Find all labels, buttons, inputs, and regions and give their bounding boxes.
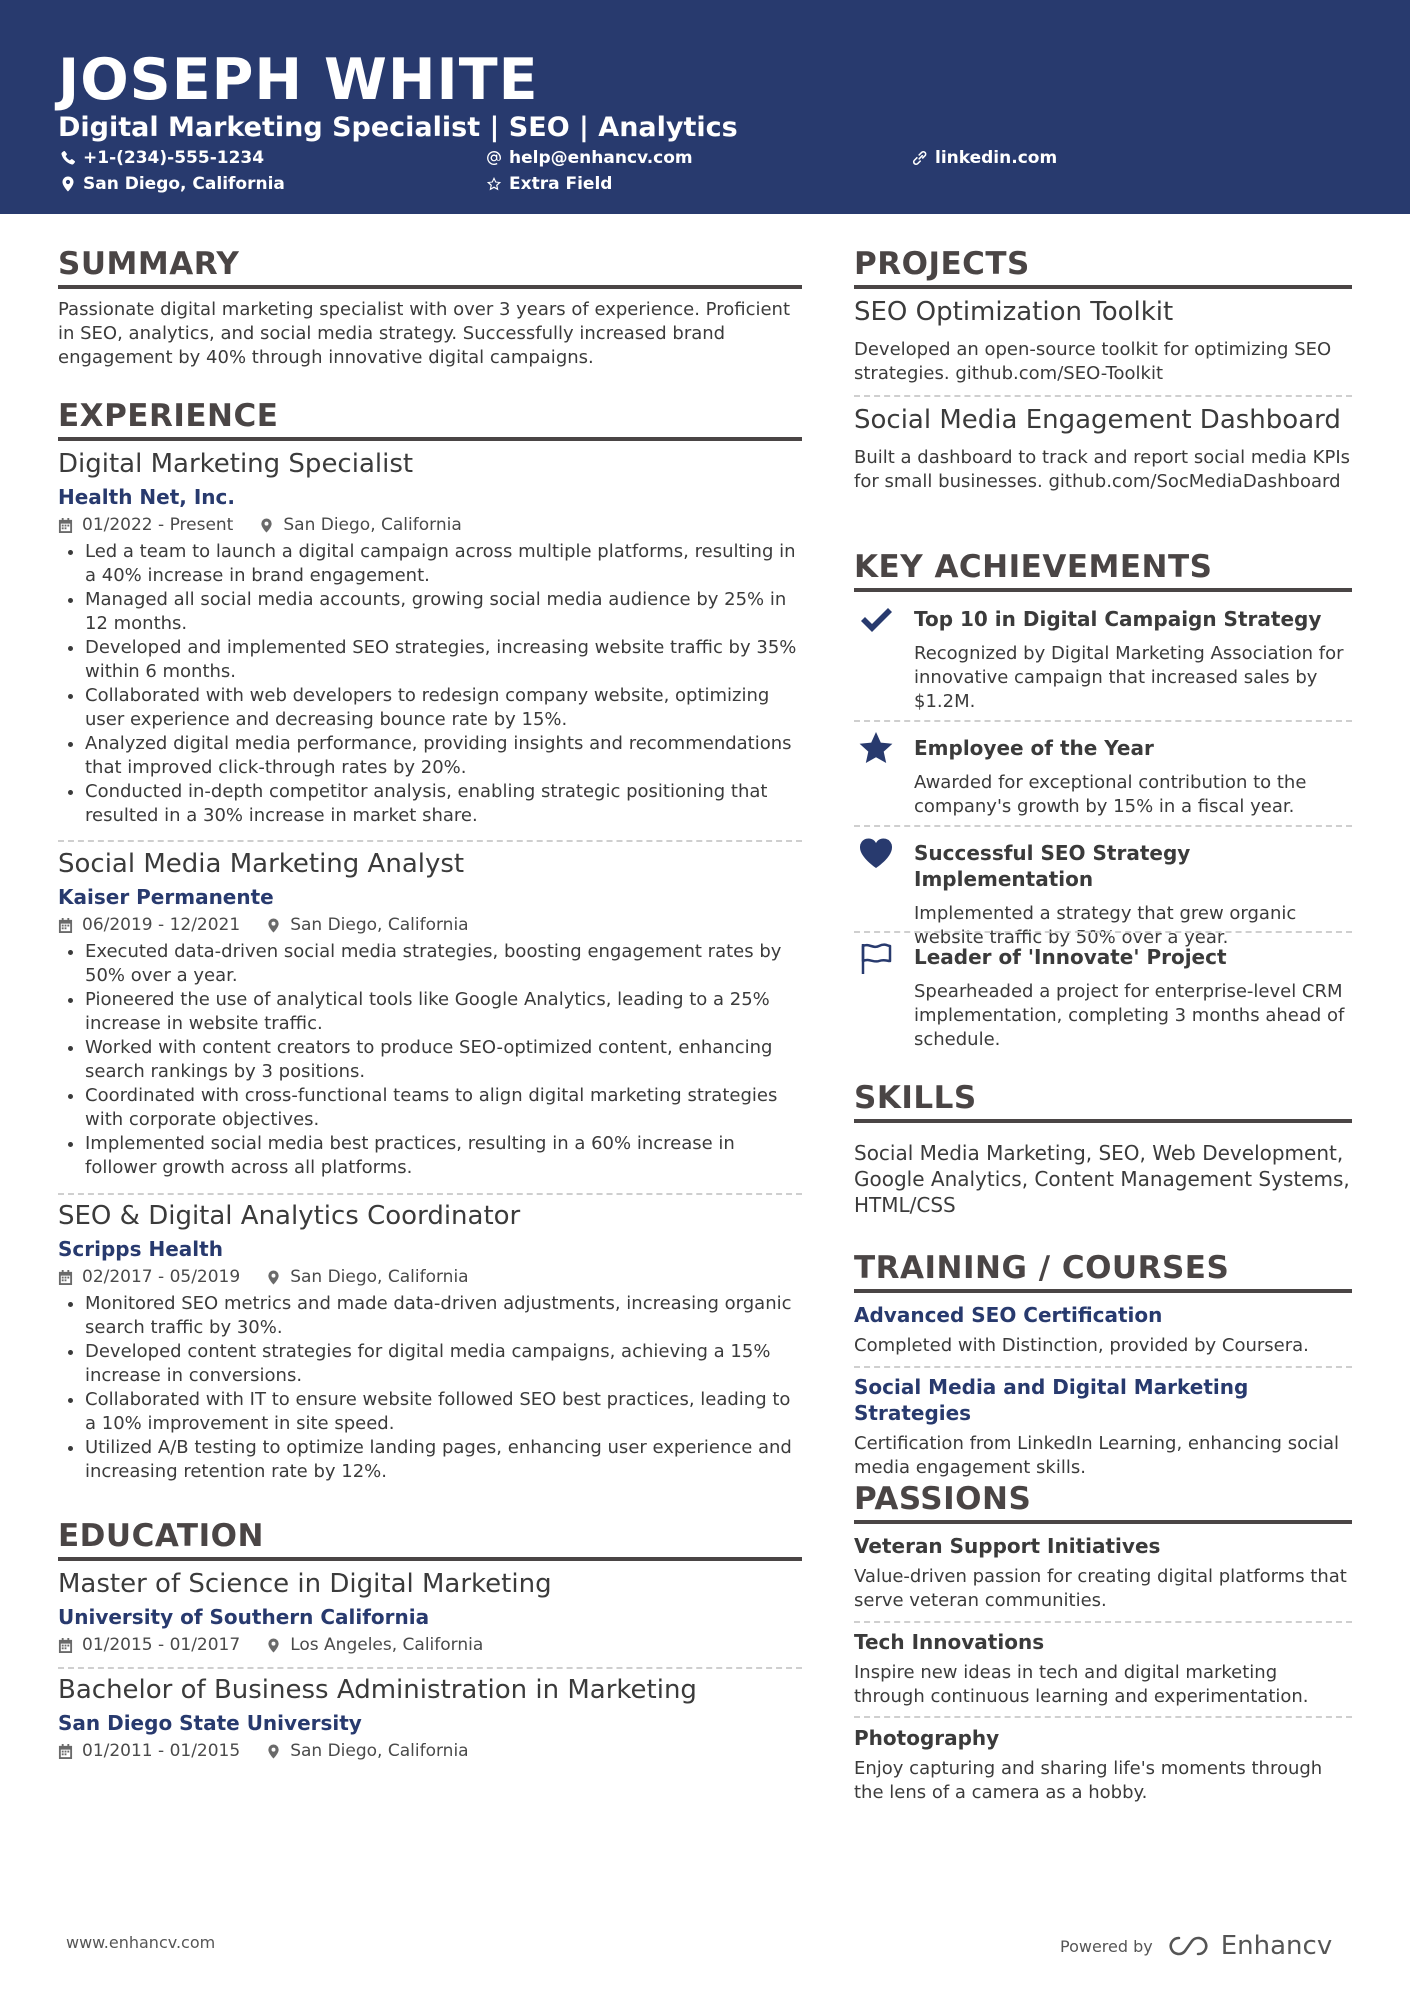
website-contact[interactable] — [912, 148, 1057, 168]
bullet-item: • Developed and implemented SEO strategies, increasing website traffic by 35% within 6 months. — [85, 636, 802, 684]
achievement-title: Employee of the Year — [914, 736, 1154, 760]
bullet-item: • Pioneered the use of analytical tools like Google Analytics, leading to a 25% increase in website traffic. — [85, 988, 802, 1036]
calendar-icon — [58, 918, 73, 933]
footer-website-link[interactable]: www.enhancv.com — [66, 1933, 216, 1952]
achievement-item — [914, 735, 1354, 819]
divider — [854, 1716, 1352, 1718]
education-dates: 01/2011 - 01/2015 — [82, 1741, 241, 1761]
achievement-item — [914, 606, 1354, 714]
link-icon — [912, 150, 928, 166]
calendar-icon — [58, 1638, 73, 1653]
extra-contact — [486, 174, 612, 194]
at-icon — [486, 150, 502, 166]
divider — [58, 840, 802, 842]
project-item — [854, 296, 1352, 386]
bullet-item: • Conducted in-depth competitor analysis, enabling strategic positioning that resulted in a 30% increase in market share. — [85, 780, 802, 828]
achievement-description: Recognized by Digital Marketing Association for innovative campaign that increased sales by $1.2M. — [914, 643, 1344, 712]
footer-branding[interactable] — [1060, 1931, 1332, 1961]
divider — [854, 931, 1352, 933]
degree-title: Master of Science in Digital Marketing — [58, 1569, 552, 1599]
course-description: Completed with Distinction, provided by Coursera. — [854, 1335, 1309, 1356]
job-dates: 01/2022 - Present — [82, 515, 234, 535]
calendar-icon — [58, 1744, 73, 1759]
website-text: linkedin.com — [935, 148, 1058, 168]
candidate-name: JOSEPH WHITE — [58, 47, 539, 113]
education-dates: 01/2015 - 01/2017 — [82, 1635, 241, 1655]
education-location: Los Angeles, California — [290, 1635, 484, 1655]
skills-heading: SKILLS — [854, 1080, 1352, 1123]
passion-item — [854, 1725, 1352, 1805]
job-dates: 02/2017 - 05/2019 — [82, 1267, 241, 1287]
bullet-item: • Executed data-driven social media strategies, boosting engagement rates by 50% over a year. — [85, 940, 802, 988]
passion-name: Photography — [854, 1726, 1000, 1750]
achievement-description: Implemented a strategy that grew organic website traffic by 50% over a year. — [914, 903, 1297, 948]
project-description: Built a dashboard to track and report social media KPIs for small businesses. github.com/SocMediaDashboard — [854, 447, 1351, 492]
checkmark-icon — [858, 602, 894, 638]
course-name: Advanced SEO Certification — [854, 1303, 1163, 1327]
education-item — [58, 1674, 802, 1762]
training-heading: TRAINING / COURSES — [854, 1250, 1352, 1293]
job-bullets — [58, 1292, 802, 1484]
experience-item — [58, 1200, 802, 1484]
company-name: Scripps Health — [58, 1237, 223, 1261]
job-bullets — [58, 540, 802, 828]
achievement-item — [914, 944, 1354, 1052]
star-outline-icon — [486, 176, 502, 192]
phone-text: +1-(234)-555-1234 — [83, 148, 265, 168]
bullet-item: • Worked with content creators to produce SEO-optimized content, enhancing search rankings by 3 positions. — [85, 1036, 802, 1084]
job-meta — [58, 1266, 802, 1288]
bullet-item: • Monitored SEO metrics and made data-driven adjustments, increasing organic search traffic by 30%. — [85, 1292, 802, 1340]
job-dates: 06/2019 - 12/2021 — [82, 915, 241, 935]
project-name: Social Media Engagement Dashboard — [854, 405, 1341, 435]
company-name: Health Net, Inc. — [58, 485, 235, 509]
location-text: San Diego, California — [83, 174, 285, 194]
achievement-title: Top 10 in Digital Campaign Strategy — [914, 607, 1322, 631]
bullet-item: • Implemented social media best practices, resulting in a 60% increase in follower growth across all platforms. — [85, 1132, 802, 1180]
phone-contact[interactable] — [60, 148, 264, 168]
bullet-item: • Utilized A/B testing to optimize landing pages, enhancing user experience and increasing retention rate by 12%. — [85, 1436, 802, 1484]
course-description: Certification from LinkedIn Learning, enhancing social media engagement skills. — [854, 1433, 1340, 1478]
passion-item — [854, 1629, 1352, 1709]
job-bullets — [58, 940, 802, 1180]
location-pin-icon — [266, 1270, 281, 1285]
calendar-icon — [58, 1270, 73, 1285]
calendar-icon — [58, 518, 73, 533]
achievement-item — [914, 840, 1354, 950]
passion-name: Veteran Support Initiatives — [854, 1534, 1161, 1558]
divider — [58, 1193, 802, 1195]
job-meta — [58, 914, 802, 936]
divider — [854, 720, 1352, 722]
passion-item — [854, 1533, 1352, 1613]
divider — [58, 1667, 802, 1669]
phone-icon — [60, 150, 76, 166]
achievement-description: Awarded for exceptional contribution to the company's growth by 15% in a fiscal year. — [914, 772, 1307, 817]
degree-title: Bachelor of Business Administration in Marketing — [58, 1675, 697, 1705]
divider — [854, 1621, 1352, 1623]
bullet-item: • Coordinated with cross-functional teams to align digital marketing strategies with corporate objectives. — [85, 1084, 802, 1132]
job-location: San Diego, California — [290, 1267, 469, 1287]
passion-description: Enjoy capturing and sharing life's moments through the lens of a camera as a hobby. — [854, 1758, 1323, 1803]
star-icon — [858, 730, 894, 766]
brand-name: Enhancv — [1220, 1931, 1333, 1961]
bullet-item: • Led a team to launch a digital campaign across multiple platforms, resulting in a 40% increase in brand engagement. — [85, 540, 802, 588]
course-name: Social Media and Digital Marketing Strategies — [854, 1375, 1249, 1425]
resume-header — [0, 0, 1410, 214]
divider — [854, 825, 1352, 827]
experience-item — [58, 448, 802, 828]
location-pin-icon — [266, 1638, 281, 1653]
course-item — [854, 1374, 1352, 1480]
job-title: Digital Marketing Specialist — [58, 449, 414, 479]
achievements-heading: KEY ACHIEVEMENTS — [854, 549, 1352, 592]
skills-text: Social Media Marketing, SEO, Web Development, Google Analytics, Content Management Systems, HTML/CSS — [854, 1141, 1350, 1217]
job-title: SEO & Digital Analytics Coordinator — [58, 1201, 521, 1231]
bullet-item: • Collaborated with web developers to redesign company website, optimizing user experience and decreasing bounce rate by 15%. — [85, 684, 802, 732]
school-name: San Diego State University — [58, 1711, 362, 1735]
education-item — [58, 1568, 802, 1656]
location-pin-icon — [266, 918, 281, 933]
education-meta — [58, 1634, 802, 1656]
location-pin-icon — [60, 176, 76, 192]
email-contact[interactable] — [486, 148, 693, 168]
achievement-description: Spearheaded a project for enterprise-level CRM implementation, completing 3 months ahead of schedule. — [914, 981, 1345, 1050]
flag-icon — [858, 940, 894, 976]
passion-description: Inspire new ideas in tech and digital marketing through continuous learning and experimentation. — [854, 1662, 1309, 1707]
bullet-item: • Collaborated with IT to ensure website followed SEO best practices, leading to a 10% improvement in site speed. — [85, 1388, 802, 1436]
heart-icon — [858, 835, 894, 871]
project-name: SEO Optimization Toolkit — [854, 297, 1174, 327]
bullet-item: • Analyzed digital media performance, providing insights and recommendations that improved click-through rates by 20%. — [85, 732, 802, 780]
location-pin-icon — [266, 1744, 281, 1759]
divider — [854, 395, 1352, 397]
bullet-item: • Managed all social media accounts, growing social media audience by 25% in 12 months. — [85, 588, 802, 636]
school-name: University of Southern California — [58, 1605, 430, 1629]
project-description: Developed an open-source toolkit for optimizing SEO strategies. github.com/SEO-Toolkit — [854, 339, 1332, 384]
company-name: Kaiser Permanente — [58, 885, 274, 909]
divider — [854, 1366, 1352, 1368]
achievement-title: Successful SEO Strategy Implementation — [914, 841, 1191, 891]
location-pin-icon — [259, 518, 274, 533]
job-location: San Diego, California — [290, 915, 469, 935]
job-location: San Diego, California — [283, 515, 462, 535]
candidate-tagline: Digital Marketing Specialist | SEO | Analytics — [58, 112, 738, 143]
course-item — [854, 1302, 1352, 1358]
job-meta — [58, 514, 802, 536]
job-title: Social Media Marketing Analyst — [58, 849, 465, 879]
education-meta — [58, 1740, 802, 1762]
enhancv-logo-icon — [1169, 1934, 1215, 1958]
powered-by-label: Powered by — [1060, 1936, 1153, 1956]
project-item — [854, 404, 1352, 494]
experience-heading: EXPERIENCE — [58, 398, 802, 441]
summary-text: Passionate digital marketing specialist with over 3 years of experience. Proficient in SEO, analytics, and social media strategy. Successfully increased brand engagement by 40% through innovative digital campaigns. — [58, 299, 791, 368]
passion-description: Value-driven passion for creating digital platforms that serve veteran communities. — [854, 1566, 1347, 1611]
education-heading: EDUCATION — [58, 1518, 802, 1561]
bullet-item: • Developed content strategies for digital media campaigns, achieving a 15% increase in conversions. — [85, 1340, 802, 1388]
projects-heading: PROJECTS — [854, 246, 1352, 289]
achievement-title: Leader of 'Innovate' Project — [914, 945, 1227, 969]
passions-heading: PASSIONS — [854, 1481, 1352, 1524]
education-location: San Diego, California — [290, 1741, 469, 1761]
brand-logo — [1169, 1931, 1332, 1961]
extra-text: Extra Field — [509, 174, 613, 194]
passion-name: Tech Innovations — [854, 1630, 1045, 1654]
experience-item — [58, 848, 802, 1180]
summary-heading: SUMMARY — [58, 246, 802, 289]
location-contact — [60, 174, 285, 194]
email-text: help@enhancv.com — [509, 148, 693, 168]
